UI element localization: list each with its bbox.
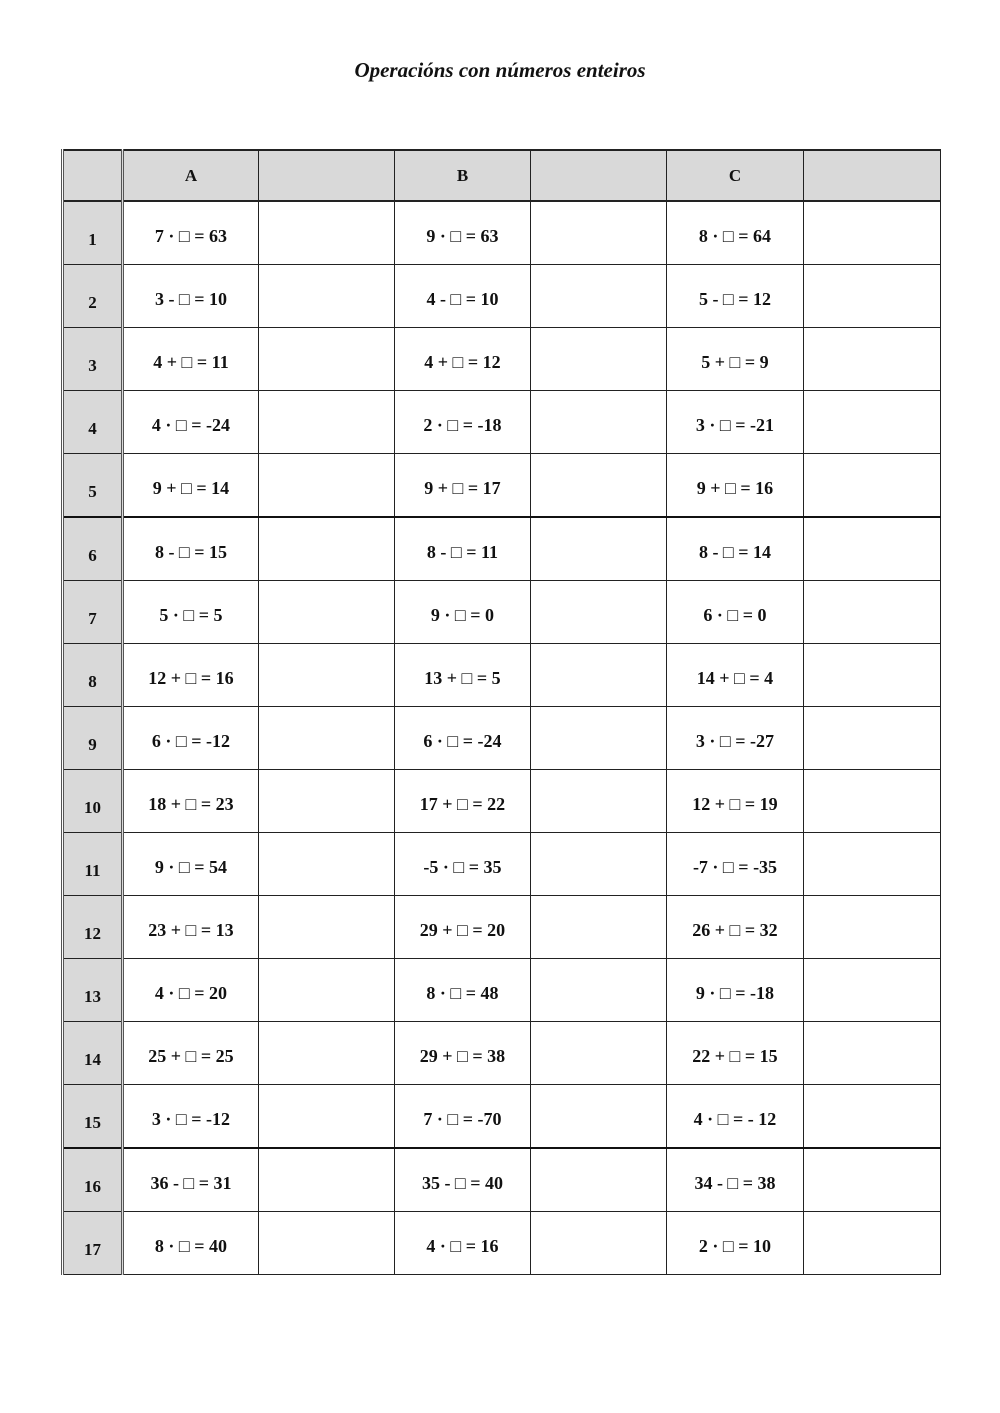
exercise-a: 7 · □ = 63 — [123, 201, 259, 265]
row-number: 14 — [63, 1022, 123, 1085]
row-number: 12 — [63, 896, 123, 959]
exercise-c: 34 - □ = 38 — [667, 1148, 804, 1212]
answer-a-cell[interactable] — [259, 581, 395, 644]
column-header-c-answer — [804, 150, 941, 201]
answer-c-cell[interactable] — [804, 201, 941, 265]
answer-b-cell[interactable] — [531, 1212, 667, 1275]
row-number: 6 — [63, 517, 123, 581]
exercise-a: 3 · □ = -12 — [123, 1085, 259, 1149]
exercise-a: 12 + □ = 16 — [123, 644, 259, 707]
answer-c-cell[interactable] — [804, 833, 941, 896]
table-row — [63, 1085, 941, 1149]
answer-c-cell[interactable] — [804, 265, 941, 328]
exercise-a: 8 · □ = 40 — [123, 1212, 259, 1275]
table-row — [63, 201, 941, 265]
column-header-c: C — [667, 150, 804, 201]
table-row — [63, 328, 941, 391]
exercise-a: 4 · □ = -24 — [123, 391, 259, 454]
row-number: 17 — [63, 1212, 123, 1275]
answer-c-cell[interactable] — [804, 896, 941, 959]
answer-c-cell[interactable] — [804, 1022, 941, 1085]
table-row — [63, 517, 941, 581]
answer-b-cell[interactable] — [531, 644, 667, 707]
exercise-c: 2 · □ = 10 — [667, 1212, 804, 1275]
exercise-c: 9 · □ = -18 — [667, 959, 804, 1022]
row-number: 4 — [63, 391, 123, 454]
table-row — [63, 1022, 941, 1085]
answer-b-cell[interactable] — [531, 201, 667, 265]
exercise-a: 8 - □ = 15 — [123, 517, 259, 581]
exercise-a: 23 + □ = 13 — [123, 896, 259, 959]
exercise-a: 9 · □ = 54 — [123, 833, 259, 896]
answer-a-cell[interactable] — [259, 201, 395, 265]
answer-a-cell[interactable] — [259, 1022, 395, 1085]
exercise-c: 8 · □ = 64 — [667, 201, 804, 265]
page-title: Operacións con números enteiros — [354, 58, 646, 82]
table-row — [63, 959, 941, 1022]
answer-b-cell[interactable] — [531, 454, 667, 518]
answer-c-cell[interactable] — [804, 644, 941, 707]
table-row — [63, 265, 941, 328]
answer-c-cell[interactable] — [804, 770, 941, 833]
answer-a-cell[interactable] — [259, 454, 395, 518]
answer-a-cell[interactable] — [259, 1212, 395, 1275]
exercise-b: 8 - □ = 11 — [395, 517, 531, 581]
row-number: 9 — [63, 707, 123, 770]
row-number: 13 — [63, 959, 123, 1022]
corner-cell — [63, 150, 123, 201]
answer-b-cell[interactable] — [531, 896, 667, 959]
exercise-b: 2 · □ = -18 — [395, 391, 531, 454]
answer-b-cell[interactable] — [531, 1022, 667, 1085]
answer-a-cell[interactable] — [259, 328, 395, 391]
exercise-a: 4 + □ = 11 — [123, 328, 259, 391]
answer-a-cell[interactable] — [259, 517, 395, 581]
exercise-b: 9 · □ = 63 — [395, 201, 531, 265]
exercise-a: 6 · □ = -12 — [123, 707, 259, 770]
exercise-a: 5 · □ = 5 — [123, 581, 259, 644]
exercise-a: 4 · □ = 20 — [123, 959, 259, 1022]
column-header-b-answer — [531, 150, 667, 201]
exercise-a: 25 + □ = 25 — [123, 1022, 259, 1085]
exercise-b: 8 · □ = 48 — [395, 959, 531, 1022]
exercise-c: 26 + □ = 32 — [667, 896, 804, 959]
answer-c-cell[interactable] — [804, 328, 941, 391]
column-header-a: A — [123, 150, 259, 201]
table-row — [63, 391, 941, 454]
table-row — [63, 454, 941, 518]
table-row — [63, 833, 941, 896]
exercise-b: 4 + □ = 12 — [395, 328, 531, 391]
answer-c-cell[interactable] — [804, 707, 941, 770]
exercise-c: 9 + □ = 16 — [667, 454, 804, 518]
answer-b-cell[interactable] — [531, 1148, 667, 1212]
row-number: 7 — [63, 581, 123, 644]
exercise-c: 14 + □ = 4 — [667, 644, 804, 707]
answer-a-cell[interactable] — [259, 833, 395, 896]
exercise-b: 29 + □ = 38 — [395, 1022, 531, 1085]
column-header-a-answer — [259, 150, 395, 201]
exercise-table — [61, 149, 941, 1275]
table-row — [63, 707, 941, 770]
answer-b-cell[interactable] — [531, 265, 667, 328]
row-number: 1 — [63, 201, 123, 265]
answer-a-cell[interactable] — [259, 770, 395, 833]
row-number: 5 — [63, 454, 123, 518]
answer-a-cell[interactable] — [259, 265, 395, 328]
answer-c-cell[interactable] — [804, 454, 941, 518]
exercise-c: 3 · □ = -21 — [667, 391, 804, 454]
row-number: 10 — [63, 770, 123, 833]
answer-c-cell[interactable] — [804, 959, 941, 1022]
exercise-c: 6 · □ = 0 — [667, 581, 804, 644]
exercise-b: 4 · □ = 16 — [395, 1212, 531, 1275]
exercise-a: 9 + □ = 14 — [123, 454, 259, 518]
row-number: 8 — [63, 644, 123, 707]
table-row — [63, 896, 941, 959]
answer-c-cell[interactable] — [804, 517, 941, 581]
exercise-c: 5 - □ = 12 — [667, 265, 804, 328]
exercise-b: -5 · □ = 35 — [395, 833, 531, 896]
answer-b-cell[interactable] — [531, 959, 667, 1022]
answer-a-cell[interactable] — [259, 1085, 395, 1149]
answer-c-cell[interactable] — [804, 581, 941, 644]
column-header-b: B — [395, 150, 531, 201]
answer-b-cell[interactable] — [531, 833, 667, 896]
row-number: 2 — [63, 265, 123, 328]
row-number: 16 — [63, 1148, 123, 1212]
exercise-c: 5 + □ = 9 — [667, 328, 804, 391]
answer-a-cell[interactable] — [259, 896, 395, 959]
answer-c-cell[interactable] — [804, 1085, 941, 1149]
exercise-b: 35 - □ = 40 — [395, 1148, 531, 1212]
exercise-b: 9 · □ = 0 — [395, 581, 531, 644]
exercise-a: 3 - □ = 10 — [123, 265, 259, 328]
answer-a-cell[interactable] — [259, 644, 395, 707]
answer-a-cell[interactable] — [259, 1148, 395, 1212]
row-number: 3 — [63, 328, 123, 391]
exercise-b: 6 · □ = -24 — [395, 707, 531, 770]
row-number: 15 — [63, 1085, 123, 1149]
answer-a-cell[interactable] — [259, 959, 395, 1022]
row-number: 11 — [63, 833, 123, 896]
exercise-c: -7 · □ = -35 — [667, 833, 804, 896]
answer-b-cell[interactable] — [531, 770, 667, 833]
answer-b-cell[interactable] — [531, 707, 667, 770]
answer-b-cell[interactable] — [531, 391, 667, 454]
exercise-c: 3 · □ = -27 — [667, 707, 804, 770]
exercise-a: 36 - □ = 31 — [123, 1148, 259, 1212]
table-row — [63, 1148, 941, 1212]
exercise-b: 29 + □ = 20 — [395, 896, 531, 959]
answer-b-cell[interactable] — [531, 328, 667, 391]
answer-a-cell[interactable] — [259, 391, 395, 454]
table-row — [63, 1212, 941, 1275]
exercise-c: 4 · □ = - 12 — [667, 1085, 804, 1149]
exercise-b: 4 - □ = 10 — [395, 265, 531, 328]
exercise-a: 18 + □ = 23 — [123, 770, 259, 833]
exercise-b: 7 · □ = -70 — [395, 1085, 531, 1149]
exercise-c: 22 + □ = 15 — [667, 1022, 804, 1085]
exercise-b: 13 + □ = 5 — [395, 644, 531, 707]
answer-b-cell[interactable] — [531, 517, 667, 581]
exercise-b: 9 + □ = 17 — [395, 454, 531, 518]
answer-c-cell[interactable] — [804, 391, 941, 454]
answer-b-cell[interactable] — [531, 1085, 667, 1149]
exercise-c: 8 - □ = 14 — [667, 517, 804, 581]
answer-a-cell[interactable] — [259, 707, 395, 770]
table-row — [63, 644, 941, 707]
answer-b-cell[interactable] — [531, 581, 667, 644]
table-row — [63, 581, 941, 644]
column-header-row — [63, 150, 941, 201]
table-row — [63, 770, 941, 833]
answer-c-cell[interactable] — [804, 1212, 941, 1275]
answer-c-cell[interactable] — [804, 1148, 941, 1212]
exercise-b: 17 + □ = 22 — [395, 770, 531, 833]
exercise-c: 12 + □ = 19 — [667, 770, 804, 833]
